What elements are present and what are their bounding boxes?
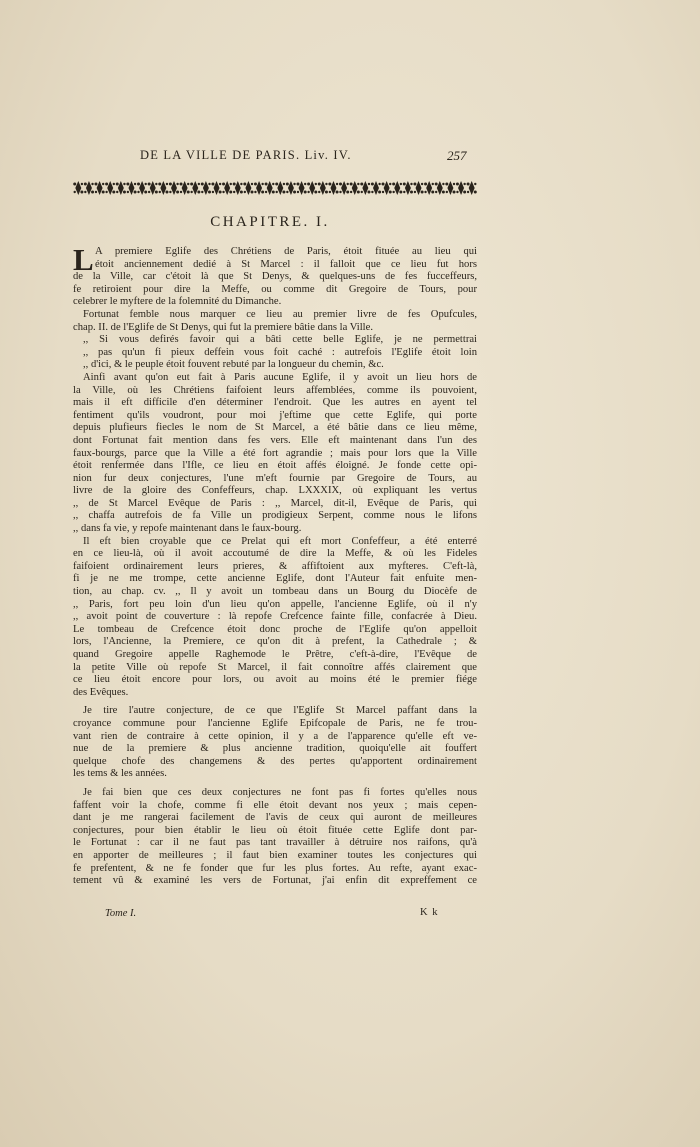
text-line: tion, au chap. cv. ,, Il y avoit un tombeau dans un Bourg du Diocèfe de — [73, 586, 477, 598]
text-line: fe retiroient pour dire la Meffe, ou comme dit Gregoire de Tours, pour — [73, 283, 477, 295]
text-line: étoit renfermée dans l'Ifle, ce lieu en étoit affés éloigné. Je fonde cette opi- — [73, 460, 477, 472]
ornament-fleuron — [403, 181, 413, 195]
running-title: DE LA VILLE DE PARIS. Liv. IV. — [140, 148, 352, 162]
ornament-fleuron — [222, 181, 232, 195]
ornament-fleuron — [328, 181, 338, 195]
ornament-fleuron — [105, 181, 115, 195]
ornament-fleuron — [424, 181, 434, 195]
text-line: faux-bourgs, parce que la Ville a été fort agrandie ; mais pour lors que la Ville — [73, 447, 477, 459]
ornament-fleuron — [84, 181, 94, 195]
ornament-fleuron — [180, 181, 190, 195]
ornament-fleuron — [243, 181, 253, 195]
text-line: chap. II. de l'Eglife de St Denys, qui fut la premiere bâtie dans la Ville. — [73, 321, 373, 333]
text-line: croyance commune pour l'ancienne Eglife Epifcopale de Paris, ne fe trou- — [73, 717, 477, 729]
text-line: Je tire l'autre conjecture, de ce que l'Eglife St Marcel paffant dans la — [83, 705, 477, 717]
text-line: ,, Paris, fort peu loin d'un lieu qu'on appelle, l'ancienne Eglife, où il n'y — [73, 598, 477, 610]
ornament-fleuron — [94, 181, 104, 195]
ornament-fleuron — [286, 181, 296, 195]
ornament-fleuron — [265, 181, 275, 195]
ornament-fleuron — [137, 181, 147, 195]
text-line: ce lieu étoit encore pour lors, ou avoit au moins été le premier fiége — [73, 674, 477, 686]
text-line: dant je me rangerai facilement de l'avis de ceux qui auront de meilleures — [73, 812, 477, 824]
ornament-fleuron — [190, 181, 200, 195]
text-line: de la Ville, car c'étoit là que St Denys, & quelques-uns de fes fucceffeurs, — [73, 271, 477, 283]
text-line: le Fortunat : car il ne faut pas tant travailler à détruire nos raifons, qu'à — [73, 837, 477, 849]
chapter-title: CHAPITRE. I. — [210, 214, 330, 230]
ornament-fleuron — [126, 181, 136, 195]
text-line: depuis plufieurs fiecles le nom de St Marcel, a été bâtie dans ce lieu même, — [73, 422, 477, 434]
text-line: faifoient ordinairement leurs prieres, & affiftoient aux myfteres. C'eft-là, — [73, 560, 477, 572]
text-line: dont Fortunat fait mention dans fes vers. Elle eft maintenant dans l'un des — [73, 434, 477, 446]
signature-mark: K k — [420, 907, 439, 918]
ornament-fleuron — [371, 181, 381, 195]
text-line: ,, dans fa vie, y repofe maintenant dans le faux-bourg. — [73, 523, 302, 535]
ornament-fleuron — [201, 181, 211, 195]
body-text — [73, 242, 477, 888]
text-line: Je fai bien que ces deux conjectures ne font pas fi fortes qu'elles nous — [83, 786, 477, 798]
ornament-fleuron — [73, 181, 83, 195]
text-line: mais il eft difficile d'en déterminer l'endroit. Que les autres en ayent tel — [73, 397, 477, 409]
ornament-fleuron — [211, 181, 221, 195]
ornament-fleuron — [233, 181, 243, 195]
ornament-fleuron — [339, 181, 349, 195]
text-line: tement vû & examiné les vers de Fortunat, j'ai enfin dit expreffement ce — [73, 875, 477, 887]
ornament-fleuron — [435, 181, 445, 195]
opening-paragraph — [73, 242, 477, 309]
ornament-fleuron — [296, 181, 306, 195]
page-number: 257 — [447, 148, 467, 163]
text-line: quand Gregoire appelle Raghemode le Prêtre, c'eft-à-dire, l'Evêque de — [73, 649, 477, 660]
text-line: ,, d'ici, & le peuple étoit fouvent rebuté par la longueur du chemin, &c. — [83, 359, 384, 371]
ornament-fleuron — [456, 181, 466, 195]
volume-label: Tome I. — [105, 908, 137, 919]
text-line: quelque chofe des changemens & des pertes qu'apportent ordinairement — [73, 755, 477, 767]
text-line: ,, pas qu'un fi pieux deffein vous foit caché : autrefois l'Eglife étoit loin — [83, 346, 477, 358]
ornament-fleuron — [445, 181, 455, 195]
ornament-fleuron — [382, 181, 392, 195]
text-line: livre de la gloire des Confeffeurs, chap. LXXXIX, où expliquant les vertus — [73, 485, 477, 497]
text-line: faffent voir la chofe, comme fi elle étoit devant nos yeux ; mais cepen- — [73, 799, 477, 811]
text-line: ,, de St Marcel Evêque de Paris : ,, Marcel, dit-il, Evêque de Paris, qui — [73, 497, 477, 509]
text-line: nion fur deux conjectures, l'une m'eft fournie par Gregoire de Tours, au — [73, 472, 477, 484]
ornament-fleuron — [413, 181, 423, 195]
text-line: lors, l'Ancienne, la Premiere, ce qu'on dit à prefent, la Cathedrale ; & — [73, 636, 477, 648]
drop-cap: L — [73, 242, 94, 277]
ornament-fleuron — [467, 181, 477, 195]
ornament-fleuron — [392, 181, 402, 195]
ornament-fleuron — [360, 181, 370, 195]
text-line: des Evêques. — [73, 686, 129, 698]
ornament-fleuron — [307, 181, 317, 195]
text-line: nue de la premiere & plus ancienne tradition, quoiqu'elle ait fouffert — [73, 743, 477, 755]
text-line: A premiere Eglife des Chrétiens de Paris, étoit fituée au lieu qui — [95, 246, 477, 257]
text-line: fi je ne me trompe, cette ancienne Eglife, dont l'Auteur fait enfuite men- — [73, 573, 477, 585]
text-line: ,, chaffa autrefois de fa Ville un prodigieux Serpent, comme nous le lifons — [73, 510, 477, 522]
text-line: en ce lieu-là, où il avoit accoutumé de dire la Meffe, & où les Fideles — [73, 548, 477, 560]
text-line: étoit anciennement dedié à St Marcel : il falloit que ce lieu fut hors — [95, 258, 477, 270]
text-line: conjectures, pour bien établir le lieu où étoit fituée cette Eglife dont par- — [73, 824, 477, 836]
text-line: ,, avoit point de couverture : là repofe Crefcence fainte fille, confacrée à Dieu. — [73, 611, 477, 623]
ornament-fleuron — [275, 181, 285, 195]
ornament-fleuron — [158, 181, 168, 195]
ornament-fleuron — [116, 181, 126, 195]
text-line: Le tombeau de Crefcence étoit donc proche de l'Eglife qu'on appelloit — [73, 623, 477, 635]
text-line: Fortunat femble nous marquer ce lieu au premier livre de fes Opufcules, — [83, 308, 477, 320]
text-line: ,, Si vous defirés favoir qui a bâti cette belle Eglife, je ne permettrai — [83, 334, 477, 346]
decorative-ornament-band — [73, 180, 477, 196]
text-line: Il eft bien croyable que ce Prelat qui eft mort Confeffeur, a été enterré — [83, 535, 477, 547]
text-line: les tems & les années. — [73, 768, 167, 780]
text-line: celebrer le myftere de la folemnité du Dimanche. — [73, 296, 282, 308]
ornament-fleuron — [318, 181, 328, 195]
text-line: vant rien de contraire à cette opinion, il y a de l'apparence qu'elle eft ve- — [73, 730, 477, 742]
text-line: fe prefentent, & ne fe fonder que fur les plus fortes. Au refte, ayant exac- — [73, 862, 477, 874]
ornament-fleuron — [169, 181, 179, 195]
ornament-fleuron — [148, 181, 158, 195]
text-line: en apporter de meilleures ; il faut bien examiner toutes les conjectures qui — [73, 849, 477, 861]
text-line: la petite Ville où repofe St Marcel, il fait connoître affés clairement que — [73, 661, 477, 673]
text-line: fentiment qu'ils voudront, pour moi j'eftime que cette Eglife, qui porte — [73, 409, 477, 421]
text-line: la Ville, où les Chrétiens faifoient leurs affemblées, comme ils pouvoient, — [73, 384, 477, 396]
text-line: Ainfi avant qu'on eut fait à Paris aucune Eglife, il y avoit un lieu hors de — [83, 371, 477, 383]
ornament-fleuron — [254, 181, 264, 195]
ornament-fleuron — [350, 181, 360, 195]
